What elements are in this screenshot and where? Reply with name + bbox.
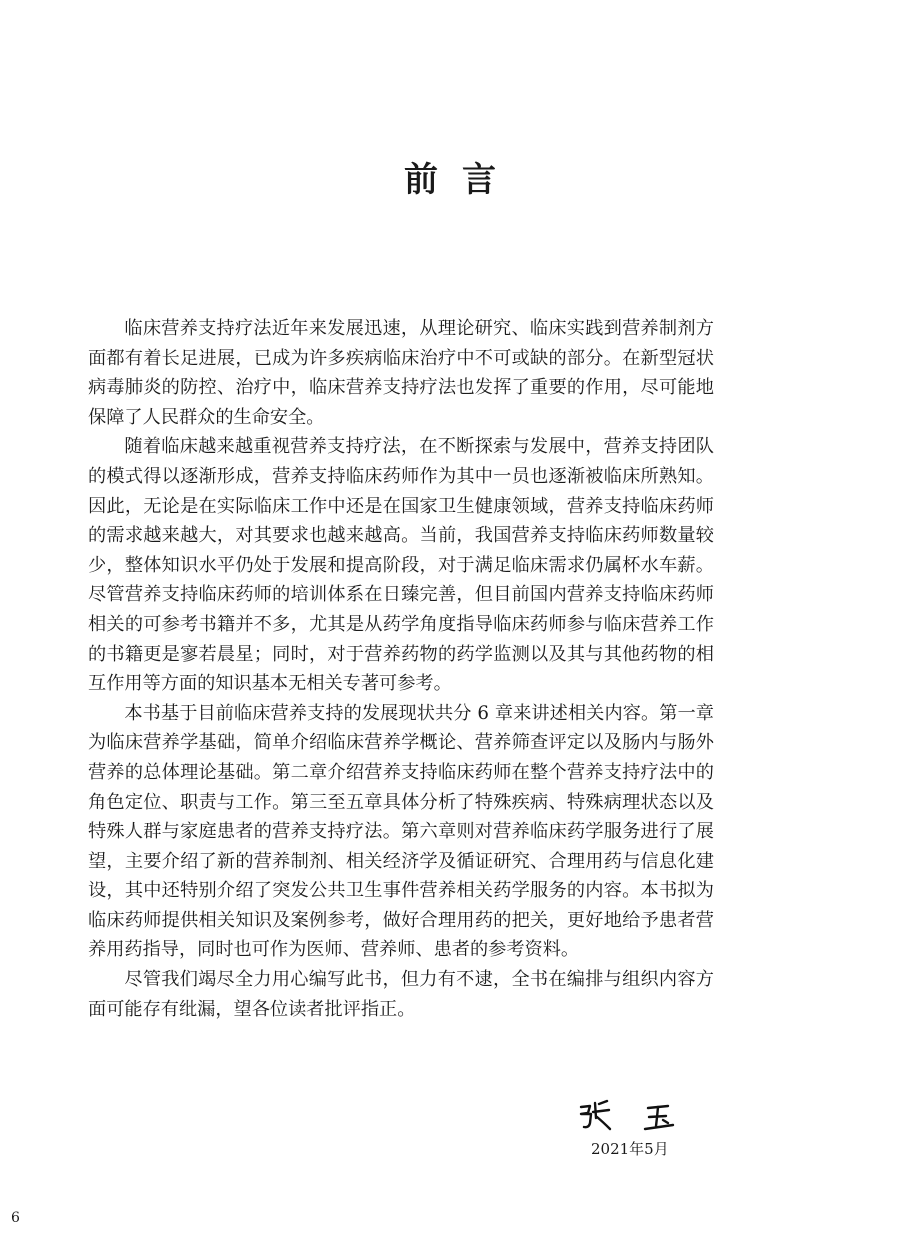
- page-number: 6: [11, 1210, 20, 1226]
- preface-body: [88, 314, 714, 1024]
- handwritten-signature: [576, 1098, 696, 1138]
- signature-date: 2021年5月: [591, 1140, 669, 1158]
- preface-paragraph-4: 尽管我们竭尽全力用心编写此书，但力有不逮，全书在编排与组织内容方面可能存有纰漏，望各位读者批评指正。: [88, 969, 714, 1020]
- preface-paragraph-1: 临床营养支持疗法近年来发展迅速，从理论研究、临床实践到营养制剂方面都有着长足进展，已成为许多疾病临床治疗中不可或缺的部分。在新型冠状病毒肺炎的防控、治疗中，临床营养支持疗法也发挥了重要的作用，尽可能地保障了人民群众的生命安全。: [88, 318, 714, 428]
- preface-paragraph-3: 本书基于目前临床营养支持的发展现状共分 6 章来讲述相关内容。第一章为临床营养学基础，简单介绍临床营养学概论、营养筛查评定以及肠内与肠外营养的总体理论基础。第二章介绍营养支持临床药师在整个营养支持疗法中的角色定位、职责与工作。第三至五章具体分析了特殊疾病、特殊病理状态以及特殊人群与家庭患者的营养支持疗法。第六章则对营养临床药学服务进行了展望，主要介绍了新的营养制剂、相关经济学及循证研究、合理用药与信息化建设，其中还特别介绍了突发公共卫生事件营养相关药学服务的内容。本书拟为临床药师提供相关知识及案例参考，做好合理用药的把关，更好地给予患者营养用药指导，同时也可作为医师、营养师、患者的参考资料。: [88, 702, 714, 961]
- preface-paragraph-2: 随着临床越来越重视营养支持疗法，在不断探索与发展中，营养支持团队的模式得以逐渐形成，营养支持临床药师作为其中一员也逐渐被临床所熟知。因此，无论是在实际临床工作中还是在国家卫生健康领域，营养支持临床药师的需求越来越大，对其要求也越来越高。当前，我国营养支持临床药师数量较少，整体知识水平仍处于发展和提高阶段，对于满足临床需求仍属杯水车薪。尽管营养支持临床药师的培训体系在日臻完善，但目前国内营养支持临床药师相关的可参考书籍并不多，尤其是从药学角度指导临床药师参与临床营养工作的书籍更是寥若晨星；同时，对于营养药物的药学监测以及其与其他药物的相互作用等方面的知识基本无相关专著可参考。: [88, 436, 714, 695]
- page-title: 前言: [404, 160, 520, 200]
